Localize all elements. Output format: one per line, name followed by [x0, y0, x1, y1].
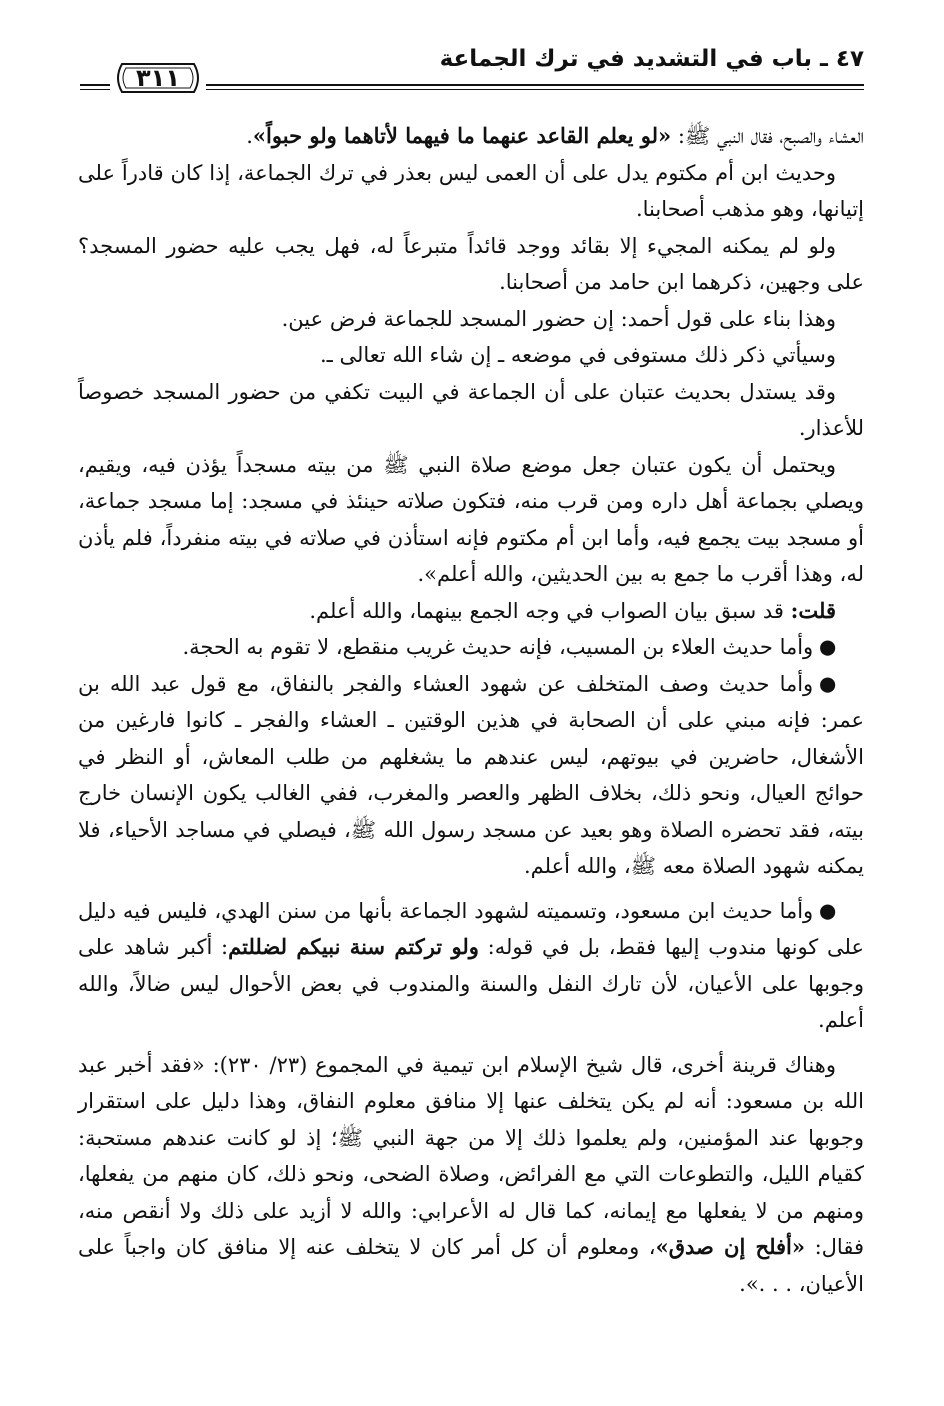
paragraph: وسيأتي ذكر ذلك مستوفى في موضعه ـ إن شاء الله تعالى ـ.: [319, 343, 836, 367]
paragraph: ⬤وأما حديث ابن مسعود، وتسميته لشهود الجماعة بأنها من سنن الهدي، فليس فيه دليل على كونها مندوب إليها فقط، بل في قوله: ولو تركتم سنة نبيكم لضللتم: أكبر شاهد على وجوبها على الأعيان، لأن تارك النفل والسنة والمندوب في بعض الأحوال ليس ضالاً، والله أعلم.: [78, 893, 864, 1039]
page-body: [78, 118, 864, 1302]
paragraph: ويحتمل أن يكون عتبان جعل موضع صلاة النبي ﷺ من بيته مسجداً يؤذن فيه، ويقيم، ويصلي بجماعة أهل داره ومن قرب منه، فتكون صلاته حينئذ في مسجد: إما مسجد جماعة، أو مسجد بيت يجمع فيه، وأما ابن أم مكتوم فإنه استأذن في صلاته في بيته منفرداً، فلم يأذن له، وهذا أقرب ما جمع به بين الحديثين، والله أعلم».: [78, 452, 864, 586]
paragraph: وهذا بناء على قول أحمد: إن حضور المسجد للجماعة فرض عين.: [281, 306, 836, 331]
bullet-icon: ⬤: [819, 638, 836, 656]
paragraph: ⬤وأما حديث وصف المتخلف عن شهود العشاء والفجر بالنفاق، مع قول عبد الله بن عمر: فإنه مبني على أن الصحابة في هذين الوقتين ـ العشاء والفجر ـ كانوا فارغين من الأشغال، حاضرين في بيوتهم، ليس عندهم ما يشغلهم من طلب المعاش، أو النظر في حوائج العيال، ونحو ذلك، بخلاف الظهر والعصر والمغرب، ففي الغالب يكون الإنسان خارج بيته، فقد تحضره الصلاة وهو بعيد عن مسجد رسول الله ﷺ، فيصلي في مساجد الأحياء، فلا يمكنه شهود الصلاة معه ﷺ، والله أعلم.: [78, 666, 864, 885]
paragraph: قلت: قد سبق بيان الصواب في وجه الجمع بينهما، والله أعلم.: [309, 597, 836, 623]
paragraph: ⬤وأما حديث العلاء بن المسيب، فإنه حديث غريب منقطع، لا تقوم به الحجة.: [78, 629, 864, 666]
bullet-icon: ⬤: [819, 674, 836, 693]
paragraph: ولو لم يمكنه المجيء إلا بقائد ووجد قائداً متبرعاً له، فهل يجب عليه حضور المسجد؟ على وجهين، ذكرهما ابن حامد من أصحابنا.: [78, 233, 864, 294]
paragraph: وقد يستدل بحديث عتبان على أن الجماعة في البيت تكفي من حضور المسجد خصوصاً للأعذار.: [78, 379, 864, 440]
chapter-title: ٤٧ ـ باب في التشديد في ترك الجماعة: [439, 46, 864, 72]
bullet-icon: ⬤: [819, 901, 836, 920]
page-header: [80, 38, 864, 108]
page-number: ٣١١: [136, 64, 180, 92]
page-number-badge: [110, 58, 206, 98]
paragraph: العشاء والصبح، فقال النبي ﷺ: «لو يعلم القاعد عنهما ما فيهما لأتاهما ولو حبواً».: [246, 123, 864, 148]
paragraph: وحديث ابن أم مكتوم يدل على أن العمى ليس بعذر في ترك الجماعة، إذا كان قادراً على إتيانها، وهو مذهب أصحابنا.: [78, 160, 864, 221]
paragraph: وهناك قرينة أخرى، قال شيخ الإسلام ابن تيمية في المجموع (٢٣/ ٢٣٠): «فقد أخبر عبد الله بن مسعود: أنه لم يكن يتخلف عنها إلا منافق معلوم النفاق، وهذا دليل على استقرار وجوبها عند المؤمنين، ولم يعلموا ذلك إلا من جهة النبي ﷺ؛ إذ لو كانت عندهم مستحبة: كقيام الليل، والتطوعات التي مع الفرائض، وصلاة الضحى، ونحو ذلك، كان منهم من يفعلها، ومنهم من لا يفعلها مع إيمانه، كما قال له الأعرابي: والله لا أزيد على ذلك ولا أنقص منه، فقال: «أفلح إن صدق»، ومعلوم أن كل أمر كان لا يتخلف عنه إلا منافق كان واجباً على الأعيان، . . .».: [78, 1052, 864, 1296]
